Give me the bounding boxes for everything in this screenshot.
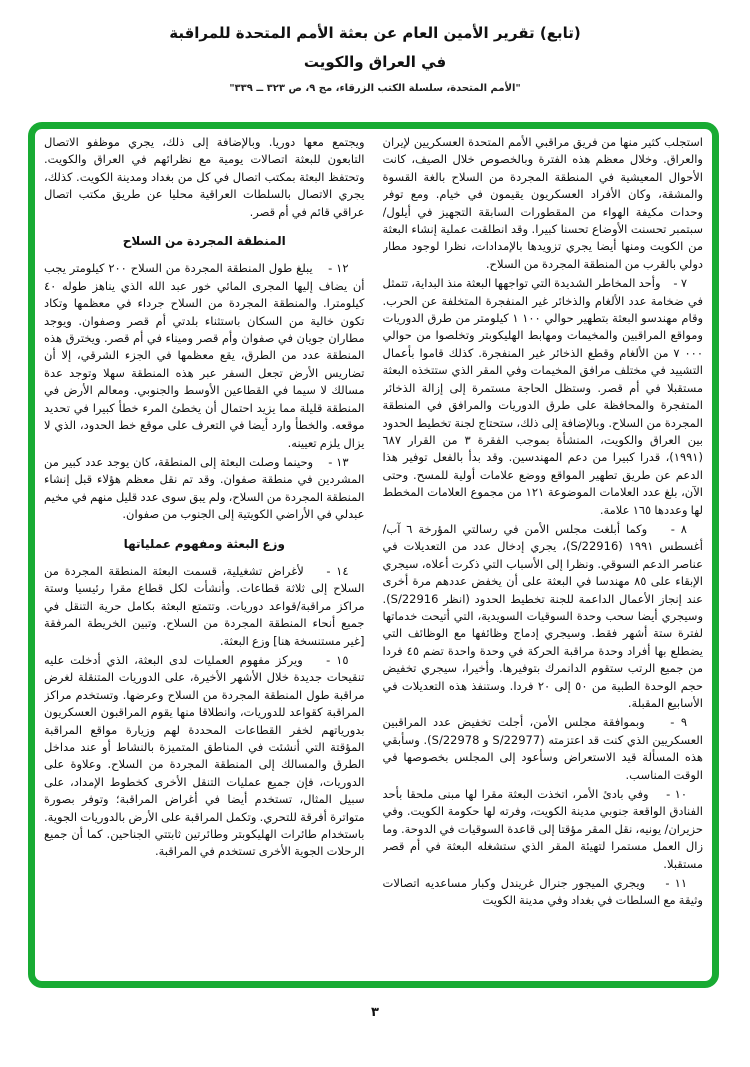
- paragraph-continuation-left: ويجتمع معها دوريا. وبالإضافة إلى ذلك، يجري موظفو الاتصال التابعون للبعثة اتصالات يومية مع نظرائهم في العراق والكويت. وتحتفظ البعثة بمكتب اتصال في كل من بغداد ومدينة الكويت. كذلك، يجري الاتصال بالسلطات العراقية محليا عن طريق مكتب اتصال عراقي قائم في أم قصر.: [44, 135, 365, 219]
- paragraph-15: ١٥ - ويركز مفهوم العمليات لدى البعثة، الذي أدخلت عليه تنقيحات جديدة خلال الأشهر الأخيرة، على الدوريات المتنقلة لغرض مراقبة طول المنطقة المجردة من السلاح وعرضها. وتستخدم مراكز المراقبة كقواعد للدوريات، وانطلاقا منها يقوم المراقبون العسكريون بدورياتهم لخفر القطاعات المحددة لهم وزيارة مواقع المراقبة المؤقتة التي أنشئت في المناطق المتميزة بالنشاط أو عند مداخل الطرق والمسالك إلى المنطقة المجردة من السلاح. وعلاوة على الدوريات، فإن جميع عمليات التنقل الأخرى كخطوط الإمداد، على سبيل المثال، تستخدم أيضا في أغراض المراقبة؛ وتوفر بصورة متواترة أفرقة للتحري. وتكمل المراقبة على الأرض بالدوريات الجوية. باستخدام طائرات الهليكوبتر وطائرتين ثابتتي الجناحين. كما أن جميع الرحلات الجوية الأخرى تستخدم في المراقبة.: [44, 652, 365, 859]
- two-column-layout: [44, 134, 703, 973]
- content-border-frame: [28, 122, 719, 988]
- document-header: [0, 0, 750, 94]
- column-right: [383, 134, 704, 973]
- paragraph-8: ٨ - وكما أبلغت مجلس الأمن في رسالتي المؤرخة ٦ آب/ أغسطس ١٩٩١ (S/22916)، يجري إدخال عدد من التعديلات في عناصر الدعم السوقي. ونظرا إلى الأسباب التي ذكرت أعلاه، سيجري الإبقاء على ٨٥ مهندسا في البعثة على أن يخفض عددهم مرة أخرى عند إنجاز الأعمال الداعمة للجنة تخطيط الحدود (انظر S/22916). وسيجري أيضا سحب وحدة السوقيات السويدية، التي أتيحت خدماتها لفترة ستة أشهر فقط. وسيجري إدماج وظائفها مع الوظائف التي يضطلع بها أفراد وحدة مراقبة الحركة في وحدة واحدة تضم ٤٥ فردا من جميع الرتب ستقوم الدانمرك بتوفيرها. وأخيرا، سيجري تخفيض حجم الوحدة الطبية من ٥٠ إلى ٢٠ فردا. وستنفذ هذه التعديلات في الأسابيع المقبلة.: [382, 521, 703, 710]
- section-heading-deployment-concept: وزع البعثة ومفهوم عملياتها: [123, 536, 285, 551]
- paragraph-14: ١٤ - لأغراض تشغيلية، قسمت البعثة المنطقة المجردة من السلاح إلى ثلاثة قطاعات. وأنشأت لكل قطاع مقرا رئيسيا وستة مراكز مراقبة/قواعد دوريات. وتتمتع البعثة بكامل حرية التنقل في جميع أنحاء المنطقة المجردة من السلاح. وتبين الخريطة المرفقة [غير مستنسخة هنا] وزع البعثة.: [44, 563, 365, 648]
- page-number: ٣: [371, 1005, 379, 1020]
- paragraph-10: ١٠ - وفي بادئ الأمر، اتخذت البعثة مقرا لها مبنى ملحقا بأحد الفنادق الواقعة جنوبي مدينة الكويت، وفرته لها حكومة الكويت. وفي حزيران/ يونيه، نقل المقر مؤقتا إلى قاعدة السوقيات في الدوحة. وما زال العمل مستمرا لتهيئة المقر الذي ستشغله البعثة في أم قصر مستقبلا.: [382, 787, 703, 871]
- document-title-line2: في العراق والكويت: [303, 53, 447, 71]
- section-heading-demilitarized-zone: المنطقة المجردة من السلاح: [122, 234, 286, 249]
- document-source-citation: "الأمم المتحدة، سلسلة الكتب الزرقاء، مج ٩، ص ٣٢٣ ــ ٣٣٩": [229, 83, 521, 94]
- paragraph-12: ١٢ - يبلغ طول المنطقة المجردة من السلاح ٢٠٠ كيلومتر يجب أن يضاف إليها المجرى المائي خور عبد الله الذي يناهز طوله ٤٠ كيلومترا. والمنطقة المجردة من السلاح جرداء في معظمها وتكاد تكون خالية من السكان باستثناء بلدتي أم قصر وصفوان. ويوجد مطاران جويان في صفوان وأم قصر وميناء في أم قصر. ويخترق هذه المنطقة عدد من الطرق، يقع معظمها في الجزء الشرقي، إلا أن تضاريس الأرض تجعل السفر عبر هذه المنطقة سهلا وتوجد عدة مسالك لا سيما في القطاعين الأوسط والجنوبي. ومعالم الأرض في المنطقة قليلة مما يزيد احتمال أن يخطئ المرء خطأ كبيرا في تحديد موقعه. والخطأ وارد أيضا في التعرف على موقع خط الحدود، الذي لا يزال يلزم تعيينه.: [44, 261, 365, 450]
- document-title-line1: (تابع) تقرير الأمين العام عن بعثة الأمم المتحدة للمراقبة: [169, 24, 581, 42]
- paragraph-7: ٧ - وأحد المخاطر الشديدة التي تواجهها البعثة منذ البداية، تتمثل في ضخامة عدد الألغام والذخائر غير المنفجرة المتخلفة عن الحرب. وقام مهندسو البعثة بتطهير حوالي ١ ١٠٠ كيلومتر من طرق الدوريات ومواقع المراقبين والمخيمات ومهابط الهليكوبتر وتخلصوا من حوالي ٧ ٠٠٠ من الألغام وقطع الذخائر غير المنفجرة. كذلك قاموا بأعمال التشييد في مختلف مرافق المخيمات وفي المقر الذي ستتخذه البعثة مستقبلا في أم قصر. وستظل الحاجة مستمرة إلى إزالة الذخائر المتفجرة والمحافظة على طرق الدوريات والمرافق في المنطقة المجردة من السلاح. وبالإضافة إلى ذلك، ستحتاج لجنة تخطيط الحدود بين العراق والكويت، المنشأة بموجب الفقرة ٣ من القرار ٦٨٧ (١٩٩١)، قدرا كبيرا من دعم المهندسين. وقد بدأ بالفعل توفير هذا الدعم عن طريق تطهير المواقع ووضع علامات أولية للمسح. وحتى الآن، بلغ عدد العلامات الموضوعة ١٢١ من مجموع العلامات المخطط لها وعددها ١٦٥ علامة.: [382, 276, 703, 517]
- paragraph-9: ٩ - وبموافقة مجلس الأمن، أجلت تخفيض عدد المراقبين العسكريين الذي كنت قد اعتزمته (S/22977 و S/22978). وسأبقي هذه المسألة قيد الاستعراض وسأعود إلى المجلس بخصوصها في الوقت المناسب.: [382, 715, 703, 782]
- column-left: [44, 134, 365, 973]
- paragraph-13: ١٣ - وحينما وصلت البعثة إلى المنطقة، كان يوجد عدد كبير من المشردين في منطقة صفوان. وقد تم نقل معظم هؤلاء قبل إنشاء المنطقة المجردة من السلاح، ولم يبق سوى عدد قليل منهم في مخيم عبدلي في الأراضي الكويتية إلى الجنوب من صفوان.: [44, 454, 365, 522]
- paragraph-11: ١١ - ويجري الميجور جنرال غريندل وكبار مساعديه اتصالات وثيقة مع السلطات في بغداد وفي مدينة الكويت: [382, 876, 703, 908]
- paragraph-continuation-right: استجلب كثير منها من فريق مراقبي الأمم المتحدة العسكريين لإيران والعراق. وخلال معظم هذه الفترة وبالخصوص خلال الصيف، كانت الأحوال المعيشية في المنطقة المجردة من السلاح بالغة القسوة والمشقة، وكان الأفراد العسكريون يقيمون في خيام. ومع توفر وحدات مكيفة الهواء من المقطورات السابقة التجهيز في أيلول/ سبتمبر تحسنت الأوضاع تحسنا كبيرا. وقد انطلقت عملية إنشاء البعثة من الكويت ومنها أيضا يجري تزويدها بالإمدادات، نظرا لوجود مطار دولي بالقرب من المنطقة المجردة من السلاح.: [382, 135, 703, 271]
